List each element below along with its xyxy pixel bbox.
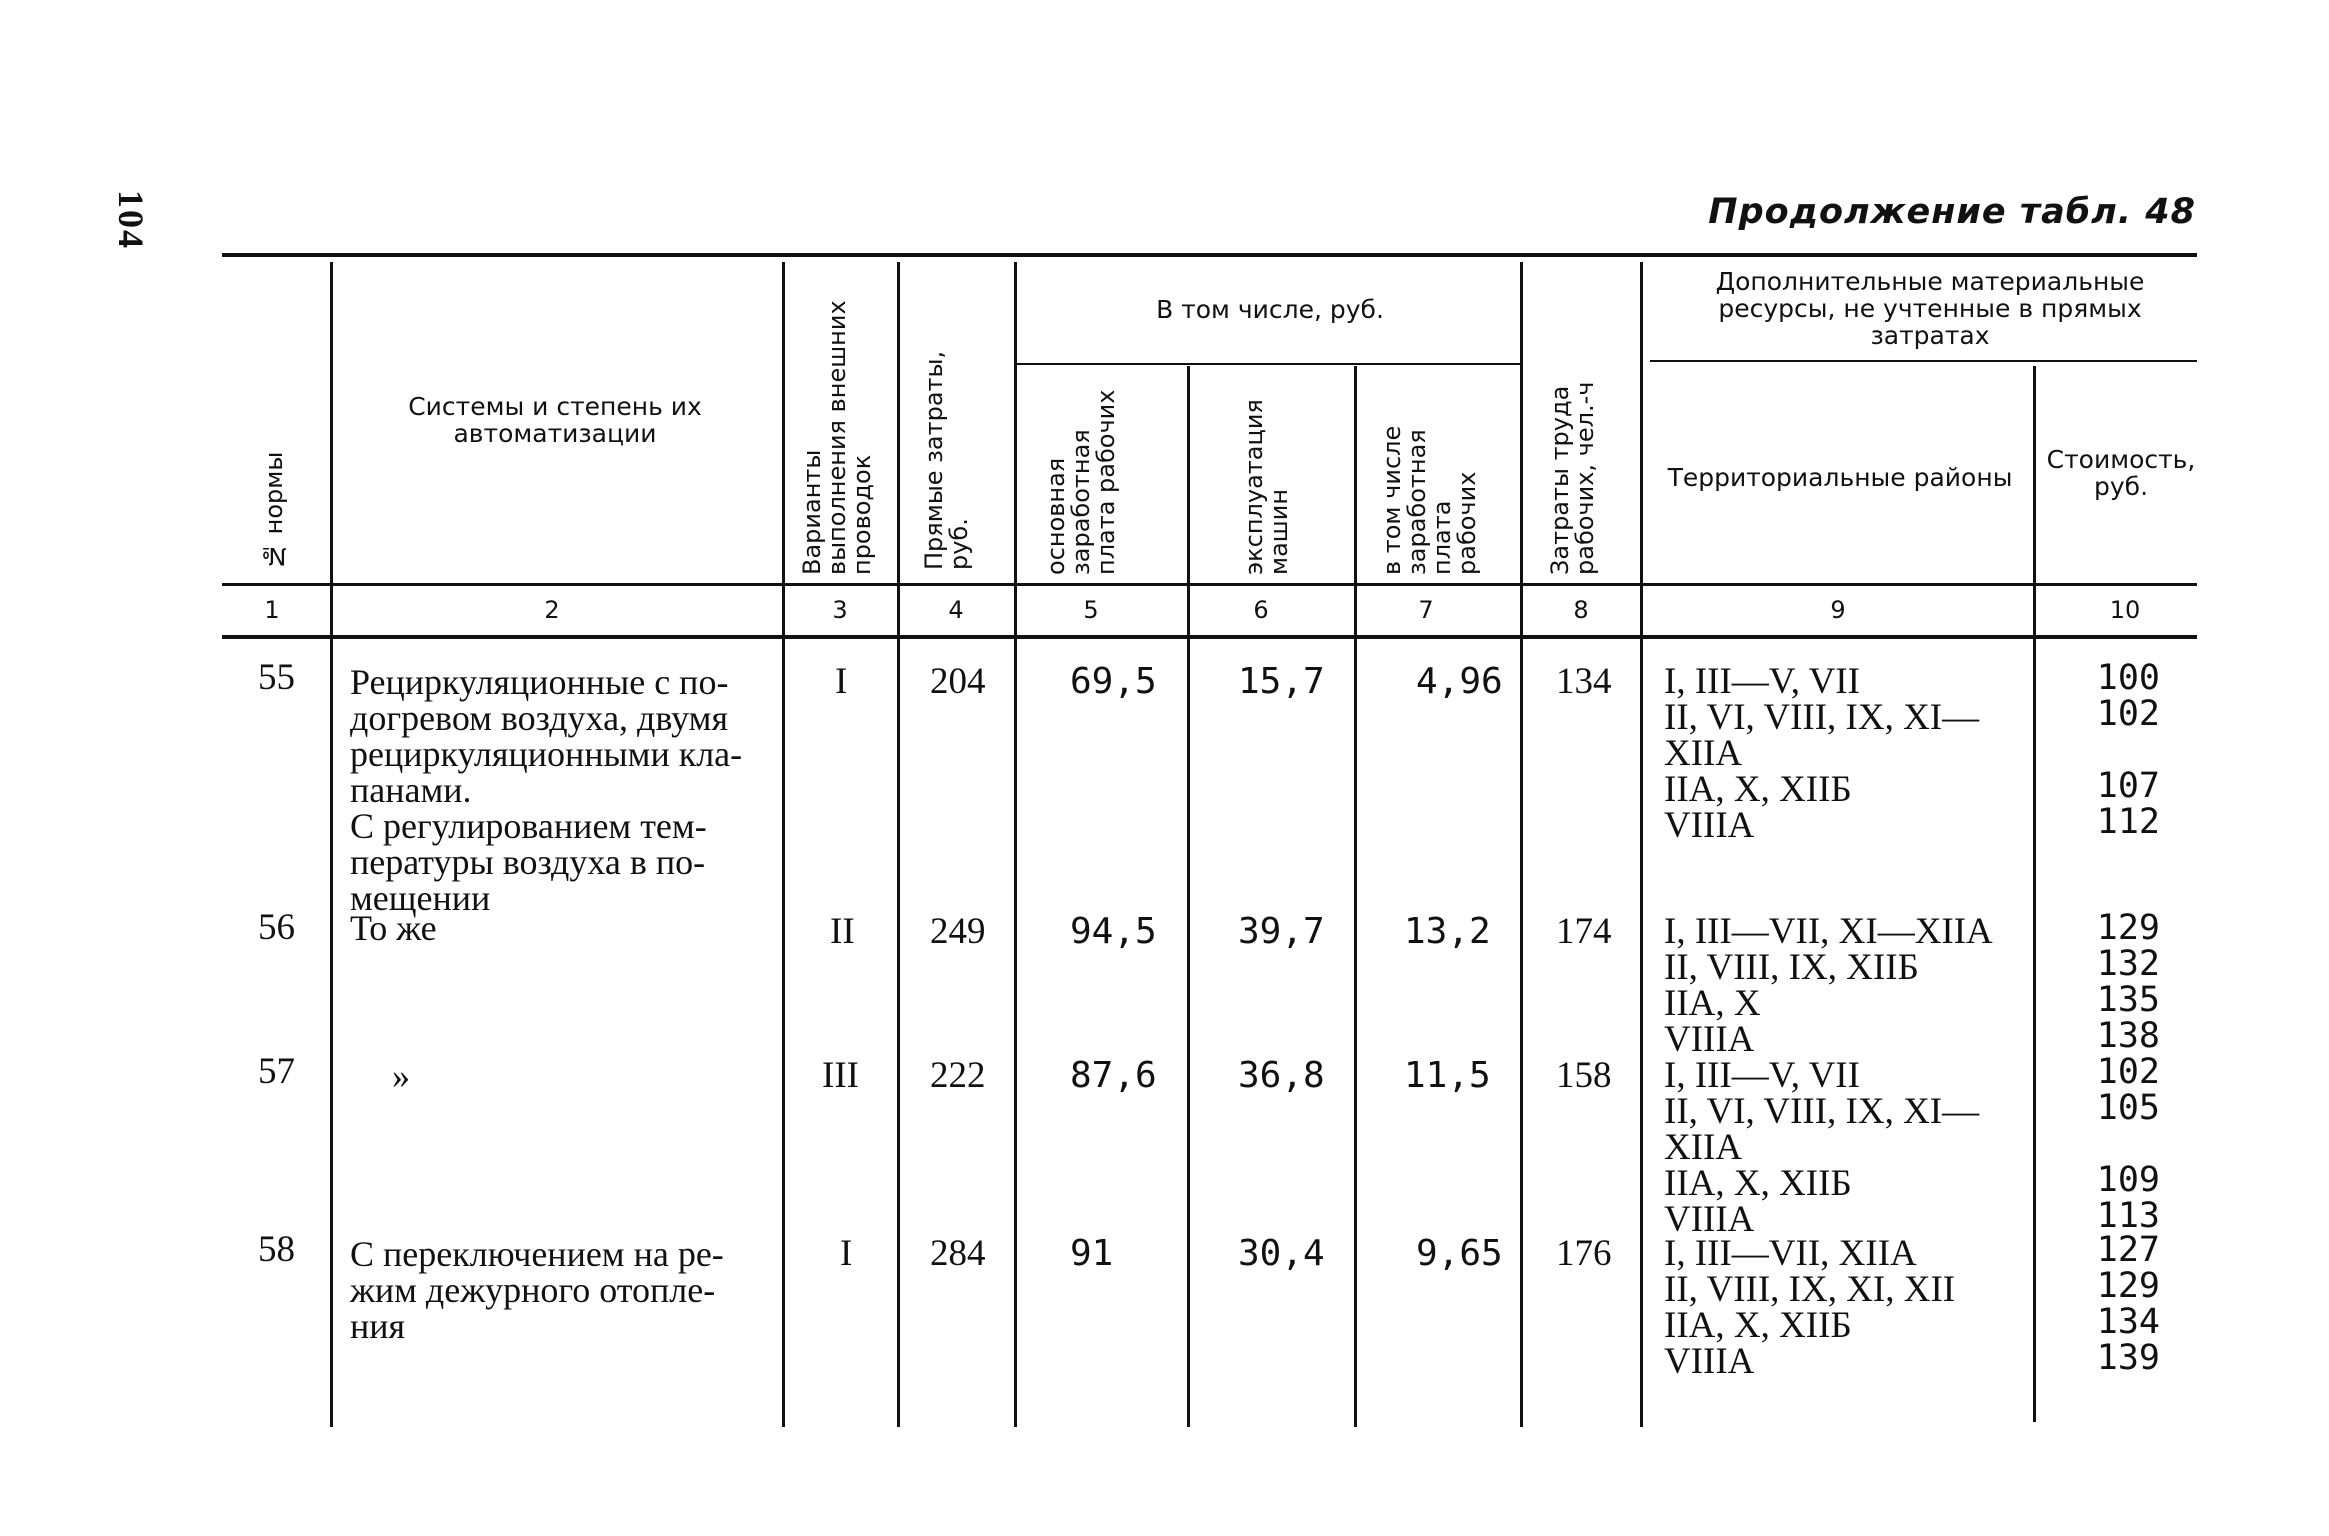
header-col2: Системы и степень их автоматизации: [408, 392, 702, 448]
machine-wages: 9,65: [1416, 1233, 1503, 1274]
column-number-9: 9: [1830, 596, 1846, 624]
variant: I: [835, 661, 848, 702]
wages: 69,5: [1070, 661, 1157, 702]
header-col8: Затраты труда рабочих, чел.-ч: [1546, 381, 1599, 575]
labor-costs: 176: [1556, 1233, 1612, 1274]
system-description: Рециркуляционные с по- догревом воздуха, двумя рециркуляционными кла- панами. С регулированием тем- пературы воздуха в по- мещении: [350, 662, 743, 918]
norm-number: 55: [258, 657, 295, 698]
header-col3: Варианты выполнения внешних проводок: [798, 300, 876, 575]
direct-costs: 222: [930, 1055, 986, 1096]
column-number-7: 7: [1418, 596, 1434, 624]
labor-costs: 174: [1556, 911, 1612, 952]
header-group-9-10: Дополнительные материальные ресурсы, не учтенные в прямых затратах: [1715, 267, 2145, 350]
resource-costs: 127 129 134 139: [2096, 1230, 2160, 1378]
header-col7: в том числе заработная плата рабочих: [1378, 425, 1481, 575]
direct-costs: 204: [930, 661, 986, 702]
wages: 91: [1070, 1233, 1114, 1274]
variant: III: [822, 1055, 859, 1096]
column-number-1: 1: [264, 596, 280, 624]
territorial-regions: I, III—VII, XIIА II, VIII, IX, XI, XII IIА, X, XIIБ VIIIА: [1664, 1233, 1956, 1382]
machine-operation: 15,7: [1238, 661, 1325, 702]
variant: II: [830, 911, 855, 952]
direct-costs: 284: [930, 1233, 986, 1274]
column-number-8: 8: [1573, 596, 1589, 624]
wages: 87,6: [1070, 1055, 1157, 1096]
machine-operation: 30,4: [1238, 1233, 1325, 1274]
header-col6: эксплуатация машин: [1240, 399, 1293, 575]
header-col5: основная заработная плата рабочих: [1042, 389, 1120, 575]
header-col4: Прямые затраты, руб.: [920, 350, 973, 570]
column-number-5: 5: [1083, 596, 1099, 624]
direct-costs: 249: [930, 911, 986, 952]
column-number-4: 4: [948, 596, 964, 624]
machine-wages: 13,2: [1404, 911, 1491, 952]
column-number-2: 2: [544, 596, 560, 624]
resource-costs: 102 105 109 113: [2096, 1052, 2160, 1236]
territorial-regions: I, III—V, VII II, VI, VIII, IX, XI— XIIА IIА, X, XIIБ VIIIА: [1664, 1055, 1980, 1240]
norm-number: 57: [258, 1051, 295, 1092]
machine-wages: 4,96: [1416, 661, 1503, 702]
territorial-regions: I, III—V, VII II, VI, VIII, IX, XI— XIIА IIА, X, XIIБ VIIIА: [1664, 661, 1980, 846]
system-description: »: [392, 1056, 410, 1096]
column-number-10: 10: [2109, 596, 2141, 624]
header-col10: Стоимость, руб.: [2046, 445, 2196, 501]
system-description: То же: [350, 908, 437, 948]
labor-costs: 134: [1556, 661, 1612, 702]
header-group-5-7: В том числе, руб.: [1156, 295, 1384, 324]
column-number-3: 3: [832, 596, 848, 624]
wages: 94,5: [1070, 911, 1157, 952]
norm-number: 58: [258, 1229, 295, 1270]
system-description: С переключением на ре- жим дежурного отопле- ния: [350, 1234, 724, 1346]
norm-number: 56: [258, 907, 295, 948]
table-caption: Продолжение табл. 48: [1708, 192, 2196, 232]
variant: I: [840, 1233, 853, 1274]
header-col9: Территориальные районы: [1667, 463, 2013, 492]
resource-costs: 100 102 107 112: [2096, 658, 2160, 842]
column-number-6: 6: [1253, 596, 1269, 624]
machine-wages: 11,5: [1404, 1055, 1491, 1096]
machine-operation: 36,8: [1238, 1055, 1325, 1096]
labor-costs: 158: [1556, 1055, 1612, 1096]
header-col1: № нормы: [260, 451, 288, 570]
territorial-regions: I, III—VII, XI—XIIА II, VIII, IX, XIIБ IIА, X VIIIА: [1664, 911, 1993, 1060]
page-number: 104: [111, 190, 151, 250]
machine-operation: 39,7: [1238, 911, 1325, 952]
resource-costs: 129 132 135 138: [2096, 908, 2160, 1056]
